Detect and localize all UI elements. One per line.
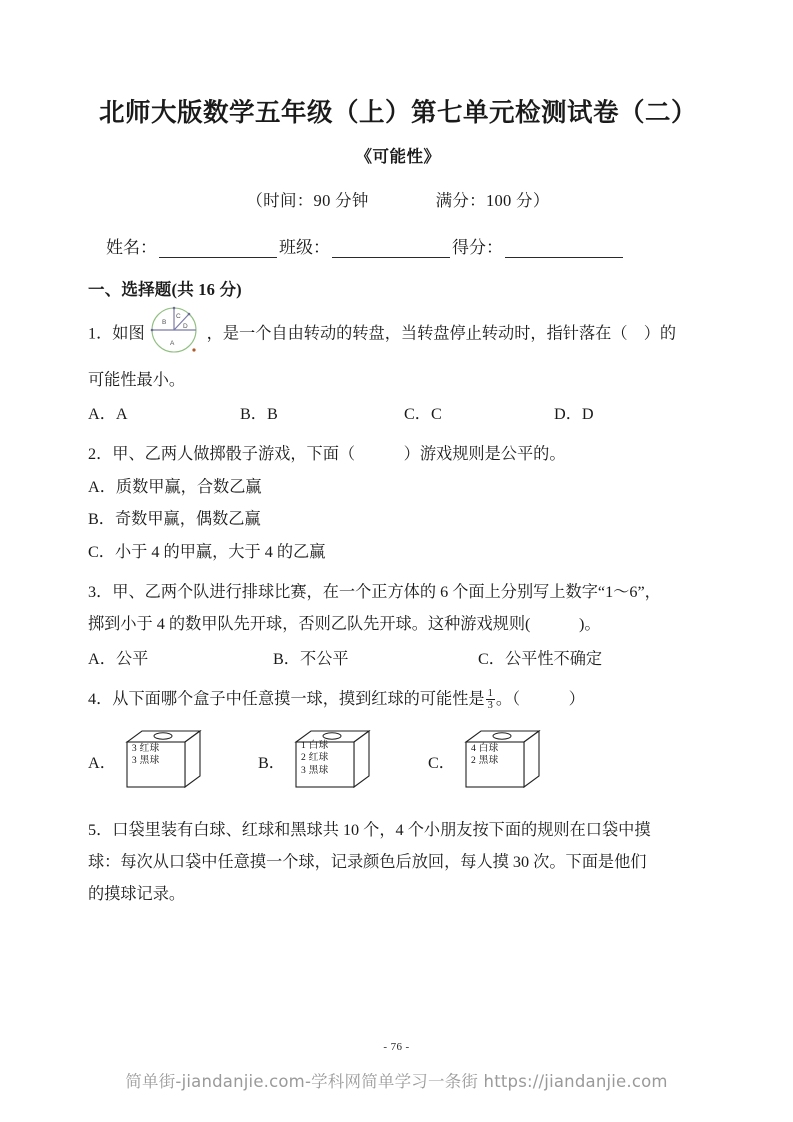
question-1-stem-b: ，是一个自由转动的转盘，当转盘停止转动时，指针落在（ ）的 <box>206 324 677 343</box>
exam-total-score: 满分：100 分） <box>435 190 550 210</box>
question-2 <box>88 438 708 470</box>
class-label: 班级： <box>279 237 330 257</box>
box-a-line-1: 3 红球 <box>131 742 160 754</box>
question-1-stem-line2: 可能性最小。 <box>88 370 186 389</box>
question-2-number: 2． <box>88 445 113 464</box>
question-3-options <box>88 643 708 675</box>
box-option-b[interactable] <box>258 728 377 794</box>
question-5-stem-line1: 口袋里装有白球、红球和黑球共 10 个，4 个小朋友按下面的规则在口袋中摸 <box>112 820 651 839</box>
box-b-line-3: 3 黑球 <box>300 764 329 776</box>
page-subtitle: 《可能性》 <box>355 146 441 166</box>
page-title: 北师大版数学五年级（上）第七单元检测试卷（二） <box>98 98 697 127</box>
box-b-cube-icon <box>291 728 377 794</box>
name-label: 姓名： <box>106 237 157 257</box>
question-1-number: 1． <box>88 324 113 343</box>
box-option-a[interactable] <box>88 728 208 794</box>
student-info-row <box>88 233 708 258</box>
svg-text:D: D <box>182 322 188 330</box>
option-1-b[interactable]: B．B <box>240 405 278 423</box>
box-b-contents <box>301 740 363 778</box>
exam-duration: （时间：90 分钟 <box>246 190 369 210</box>
option-3-a[interactable]: A．公平 <box>88 649 149 668</box>
svg-text:C: C <box>175 312 181 320</box>
option-1-a[interactable]: A．A <box>88 405 128 423</box>
score-label: 得分： <box>452 237 503 257</box>
question-5 <box>88 814 708 846</box>
box-option-b-label: B． <box>258 753 285 772</box>
question-5-stem-line2: 球：每次从口袋中任意摸一个球，记录颜色后放回，每人摸 30 次。下面是他们 <box>88 853 647 872</box>
option-1-d[interactable]: D．D <box>554 405 594 423</box>
question-3-stem-line2: 掷到小于 4 的数甲队先开球，否则乙队先开球。这种游戏规则( )。 <box>88 615 601 634</box>
box-c-contents <box>471 743 533 768</box>
box-c-line-1: 4 白球 <box>470 742 499 754</box>
watermark-text: 简单街-jiandanjie.com-学科网简单学习一条街 https://jiandanjie.com <box>125 1072 668 1091</box>
fraction-denominator: 3 <box>487 700 493 712</box>
option-2-b[interactable]: B．奇数甲赢，偶数乙赢 <box>88 510 261 529</box>
question-4-number: 4． <box>88 690 113 709</box>
score-input-blank[interactable] <box>505 242 623 258</box>
fraction-numerator: 1 <box>487 688 493 700</box>
option-3-c[interactable]: C．公平性不确定 <box>478 649 603 668</box>
question-3-number: 3． <box>88 583 113 602</box>
option-2-a[interactable]: A．质数甲赢，合数乙赢 <box>88 477 262 496</box>
page-number: - 76 - <box>383 1041 410 1053</box>
page-content <box>88 0 708 911</box>
question-4-stem-b: 。（ ） <box>495 690 585 709</box>
class-input-blank[interactable] <box>332 242 450 258</box>
question-5-number: 5． <box>88 820 113 839</box>
fraction-one-third <box>486 688 495 711</box>
question-2-stem: 甲、乙两人做掷骰子游戏，下面（ ）游戏规则是公平的。 <box>112 445 566 464</box>
svg-text:B: B <box>161 318 166 326</box>
question-1-options <box>88 398 708 430</box>
svg-text:A: A <box>169 339 174 347</box>
question-1 <box>88 306 708 364</box>
option-2-c[interactable]: C．小于 4 的甲赢，大于 4 的乙赢 <box>88 542 326 561</box>
question-4-box-options <box>88 728 708 800</box>
box-c-line-2: 2 黑球 <box>470 755 499 767</box>
box-b-line-1: 1 白球 <box>300 739 329 751</box>
question-4-stem-a: 从下面哪个盒子中任意摸一球，摸到红球的可能性是 <box>112 690 485 709</box>
option-1-c[interactable]: C．C <box>404 405 442 423</box>
box-option-a-label: A． <box>88 753 116 772</box>
box-option-c-label: C． <box>428 753 455 772</box>
box-b-line-2: 2 红球 <box>300 752 329 764</box>
question-5-stem-line3: 的摸球记录。 <box>88 885 186 904</box>
box-a-cube-icon <box>122 728 208 794</box>
spinner-diagram <box>145 304 207 362</box>
name-input-blank[interactable] <box>159 242 277 258</box>
question-3-stem-line1: 甲、乙两个队进行排球比赛，在一个正方体的 6 个面上分别写上数字“1～6”， <box>112 583 661 602</box>
exam-info <box>88 187 708 211</box>
question-1-stem-a: 如图 <box>112 324 145 343</box>
box-a-contents <box>132 743 194 768</box>
section-heading-choice: 一、选择题(共 16 分) <box>88 279 242 299</box>
question-3 <box>88 576 708 608</box>
box-option-c[interactable] <box>428 728 547 794</box>
option-3-b[interactable]: B．不公平 <box>273 649 349 668</box>
box-c-cube-icon <box>461 728 547 794</box>
question-4 <box>88 683 708 715</box>
box-a-line-2: 3 黑球 <box>131 755 160 767</box>
